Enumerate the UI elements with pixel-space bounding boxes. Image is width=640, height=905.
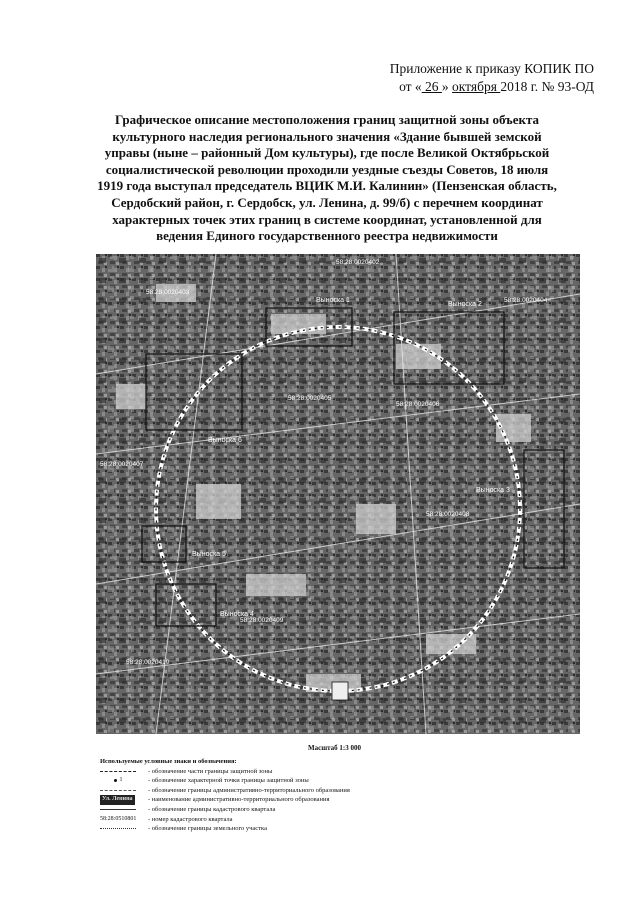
dot-point-icon: [100, 777, 146, 785]
cadastral-map: [96, 254, 580, 734]
map-graphic: [96, 254, 580, 734]
cadastral-code: 58:28:0020405: [288, 395, 332, 402]
legend-text: - обозначение характерной точки границы защитной зоны: [148, 777, 309, 785]
date-day: 26: [421, 79, 442, 94]
legend-item: [100, 795, 350, 805]
document-title: [70, 112, 584, 245]
title-line: культурного наследия регионального значения «Здание бывшей земской: [112, 128, 542, 144]
appendix-line: Приложение к приказу КОПИК ПО: [389, 61, 594, 76]
cadastral-code: 58:28:0020410: [126, 659, 170, 666]
name-box-icon: [100, 796, 146, 804]
legend-text: - номер кадастрового квартала: [148, 815, 233, 823]
legend-title: Используемые условные знаки и обозначения:: [100, 758, 237, 765]
legend-text: - обозначение части границы защитной зоны: [148, 767, 273, 775]
cadastral-code: 58:28:0020402: [336, 259, 380, 266]
title-line: Сердобский район, г. Сердобск, ул. Ленина, д. 99/б) с перечнем координат: [111, 194, 543, 210]
title-line: социалистической революции проходили уездные съезды Советов, 18 июля: [105, 161, 549, 177]
cadastral-code: 58:28:0020409: [240, 617, 284, 624]
quarter-line-icon: [100, 806, 146, 814]
legend-symbol: 58:28:0510801: [100, 815, 137, 822]
cadastral-code: 58:28:0020406: [396, 401, 440, 408]
legend-symbol: 1: [119, 777, 123, 784]
legend-item: [100, 786, 350, 796]
land-line-icon: [100, 825, 146, 833]
legend-text: - обозначение границы кадастрового квартала: [148, 805, 276, 813]
legend-item: [100, 776, 350, 786]
title-line: ведения Единого государственного реестра недвижимости: [156, 228, 498, 244]
legend-text: - наименование административно-территориального образования: [148, 796, 330, 804]
legend-symbol: Ул. Ленина: [100, 795, 135, 805]
callout-label: Выноска 5: [192, 551, 226, 558]
legend-item: [100, 815, 350, 825]
title-line: управы (ныне – районный Дом культуры), где после Великой Октябрьской: [104, 145, 550, 161]
legend-item: [100, 805, 350, 815]
title-line: 1919 года выступал председатель ВЦИК М.И. Калинин» (Пензенская область,: [97, 178, 557, 194]
date-prefix: от «: [399, 79, 422, 94]
order-date-line: [390, 78, 594, 96]
callout-label: Выноска 3: [476, 487, 510, 494]
callout-label: Выноска 2: [448, 301, 482, 308]
date-month: октября: [452, 79, 501, 94]
callout-label: Выноска 4: [220, 611, 254, 618]
dashed-line-icon: [100, 767, 146, 775]
callout-label: Выноска 6: [208, 437, 242, 444]
cad-number-icon: [100, 815, 146, 823]
date-tail: 2018 г. № 93-ОД: [500, 79, 594, 94]
legend-text: - обозначение границы административно-территориального образования: [148, 786, 350, 794]
map-legend: [100, 757, 350, 834]
cadastral-code: 58:28:0020403: [146, 289, 190, 296]
legend-text: - обозначение границы земельного участка: [148, 825, 267, 833]
date-sep: »: [441, 79, 453, 94]
legend-item: [100, 767, 350, 777]
appendix-header: [390, 60, 594, 96]
map-scale: Масштаб 1:3 000: [308, 744, 361, 752]
cadastral-code: 58:28:0020408: [426, 511, 470, 518]
cadastral-code: 58:28:0020404: [504, 297, 548, 304]
admin-line-icon: [100, 787, 146, 795]
title-line: Графическое описание местоположения границ защитной зоны объекта: [114, 112, 540, 127]
callout-label: Выноска 1: [316, 297, 350, 304]
cadastral-code: 58:28:0020407: [100, 461, 144, 468]
title-line: характерных точек этих границ в системе координат, установленной для: [112, 211, 542, 227]
legend-item: [100, 824, 350, 834]
